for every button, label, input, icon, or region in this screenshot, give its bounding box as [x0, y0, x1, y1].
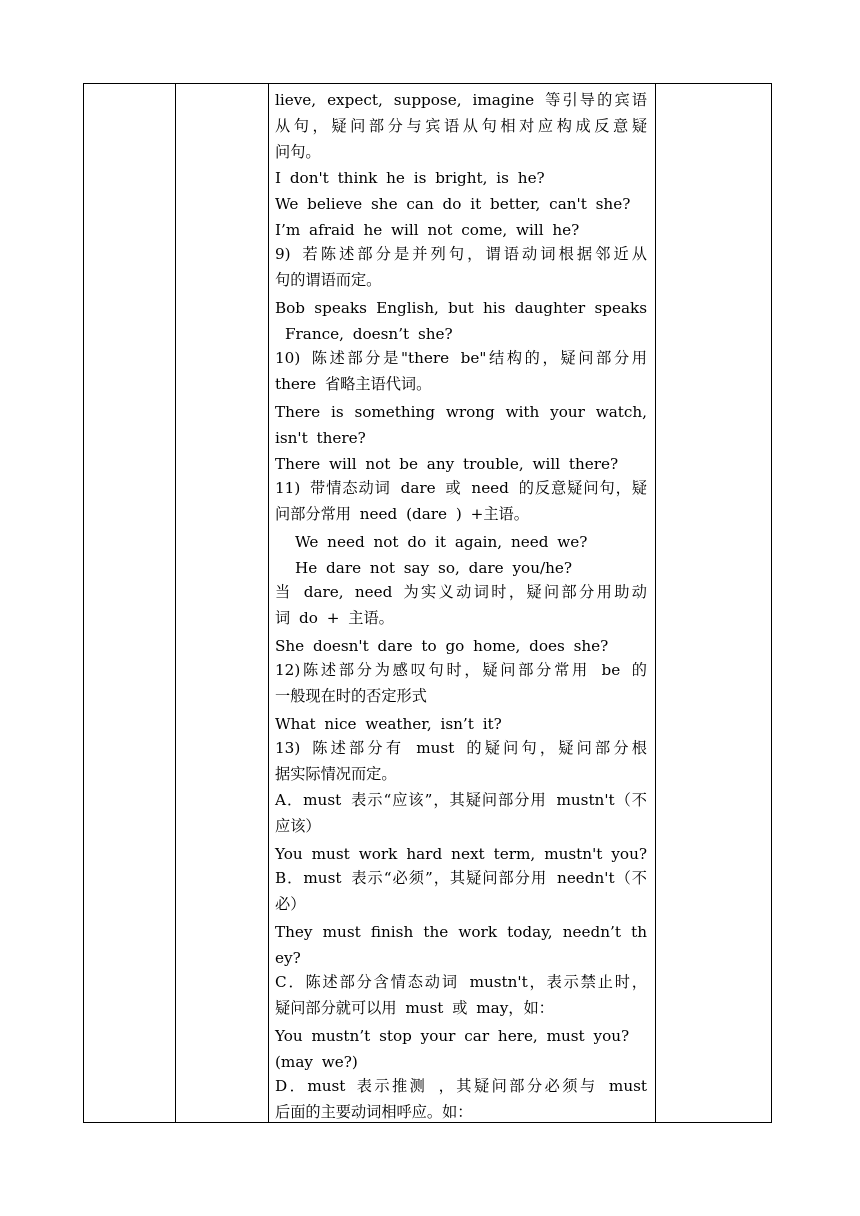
- text-line: C．陈述部分含情态动词 mustn't，表示禁止时，: [275, 973, 647, 991]
- column-divider-1: [175, 84, 176, 1122]
- text-line: isn't there?: [275, 429, 366, 447]
- text-line: There will not be any trouble, will there?: [275, 455, 619, 473]
- text-line: 当 dare, need 为实义动词时，疑问部分用助动: [275, 583, 647, 601]
- text-line: 问句。: [275, 143, 321, 161]
- text-line: ey?: [275, 949, 301, 967]
- text-line: You must work hard next term, mustn't you?: [275, 845, 647, 863]
- text-line: B．must 表示“必须”，其疑问部分用 needn't（不: [275, 869, 647, 887]
- text-line: 11) 带情态动词 dare 或 need 的反意疑问句，疑: [275, 479, 647, 497]
- text-line: A．must 表示“应该”，其疑问部分用 mustn't（不: [275, 791, 647, 809]
- text-line: (may we?): [275, 1053, 358, 1071]
- text-line: 一般现在时的否定形式: [275, 687, 427, 705]
- text-line: I don't think he is bright, is he?: [275, 169, 545, 187]
- text-line: 应该）: [275, 817, 321, 835]
- text-line: You mustn’t stop your car here, must you?: [275, 1027, 630, 1045]
- text-line: 后面的主要动词相呼应。如：: [275, 1103, 473, 1121]
- text-line: D．must 表示推测 ，其疑问部分必须与 must: [275, 1077, 647, 1095]
- text-line: France, doesn’t she?: [285, 325, 453, 343]
- text-line: 10) 陈述部分是"there be"结构的，疑问部分用: [275, 349, 647, 367]
- text-line: 12)陈述部分为感叹句时，疑问部分常用 be 的: [275, 661, 647, 679]
- text-line: He dare not say so, dare you/he?: [295, 559, 573, 577]
- column-divider-3: [655, 84, 656, 1122]
- text-line: 词 do + 主语。: [275, 609, 394, 627]
- text-line: We need not do it again, need we?: [295, 533, 588, 551]
- text-line: 必）: [275, 895, 306, 913]
- text-line: 问部分常用 need (dare ) +主语。: [275, 505, 529, 523]
- text-line: We believe she can do it better, can't she?: [275, 195, 631, 213]
- text-line: They must finish the work today, needn’t th: [275, 923, 647, 941]
- text-line: 句的谓语而定。: [275, 271, 382, 289]
- text-line: 从句，疑问部分与宾语从句相对应构成反意疑: [275, 117, 647, 135]
- column-divider-2: [268, 84, 269, 1122]
- text-line: There is something wrong with your watch,: [275, 403, 647, 421]
- text-line: there 省略主语代词。: [275, 375, 432, 393]
- text-line: What nice weather, isn’t it?: [275, 715, 502, 733]
- text-line: lieve, expect, suppose, imagine 等引导的宾语: [275, 91, 647, 109]
- text-line: She doesn't dare to go home, does she?: [275, 637, 609, 655]
- text-line: 13) 陈述部分有 must 的疑问句，疑问部分根: [275, 739, 647, 757]
- text-line: Bob speaks English, but his daughter speaks: [275, 299, 647, 317]
- text-line: 疑问部分就可以用 must 或 may，如：: [275, 999, 554, 1017]
- text-line: 据实际情况而定。: [275, 765, 397, 783]
- text-line: 9) 若陈述部分是并列句，谓语动词根据邻近从: [275, 245, 647, 263]
- text-line: I’m afraid he will not come, will he?: [275, 221, 580, 239]
